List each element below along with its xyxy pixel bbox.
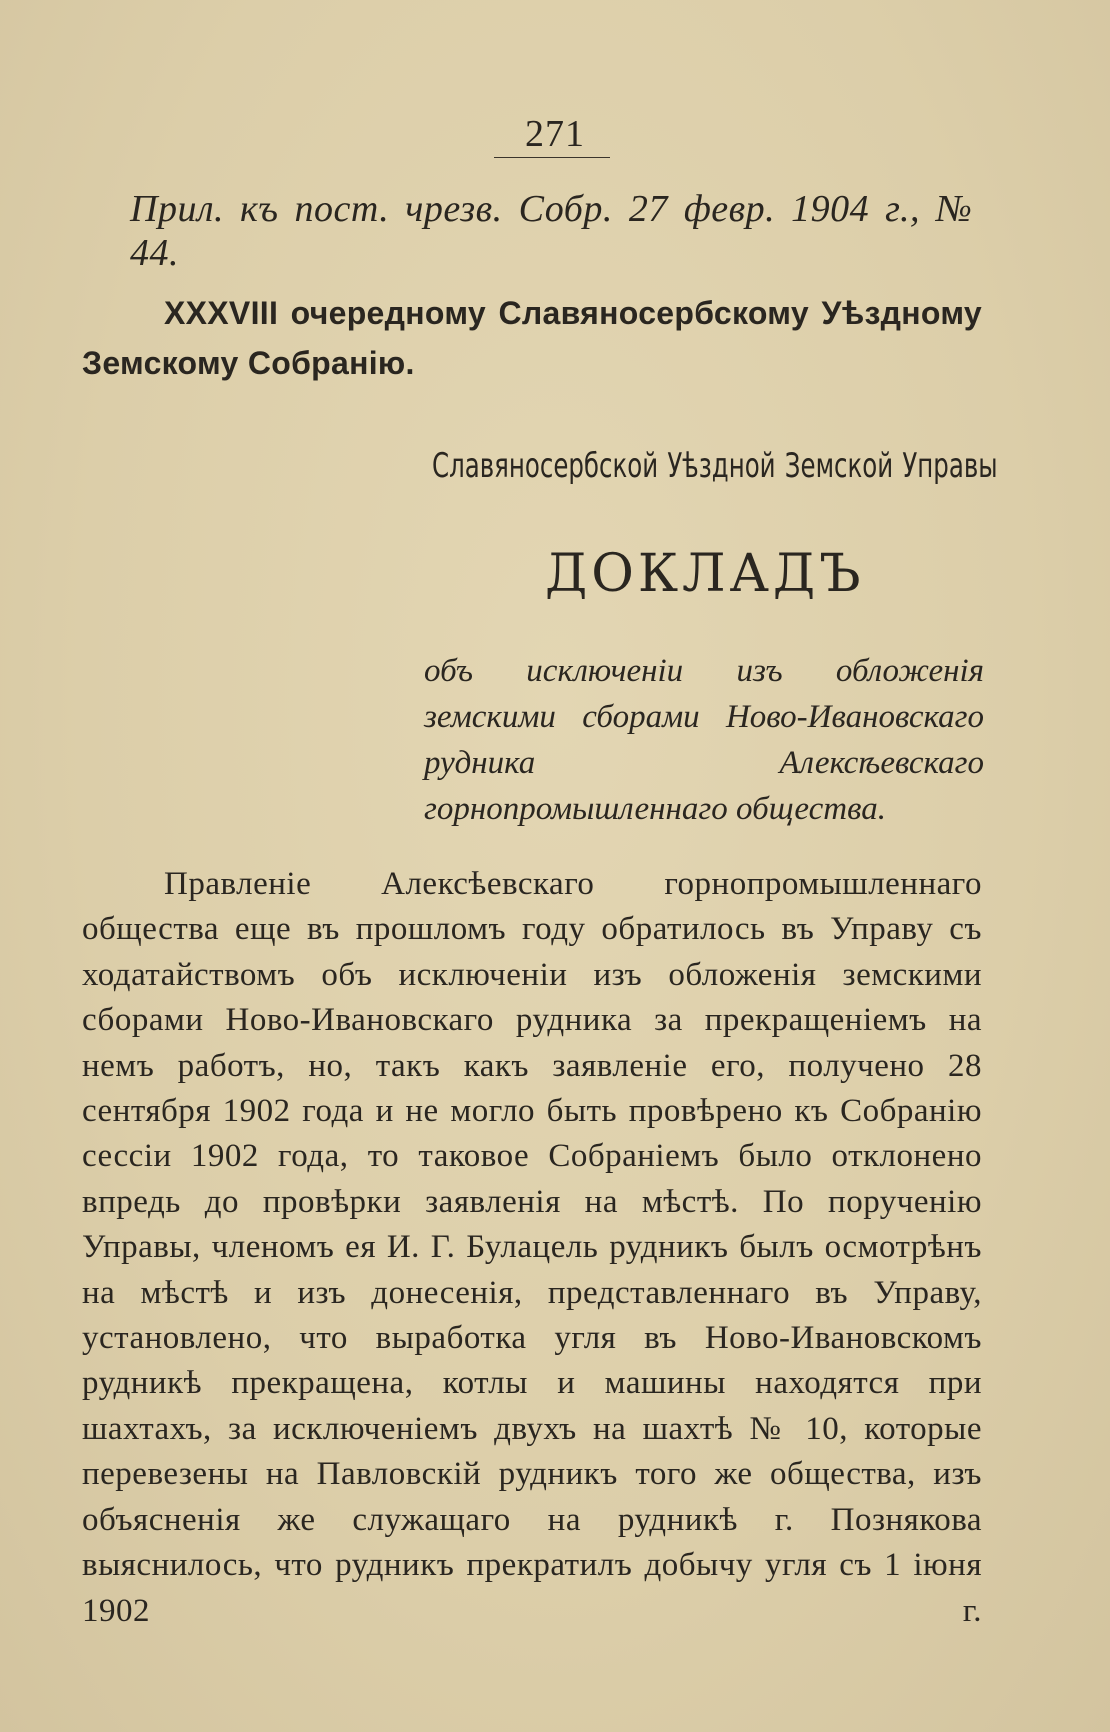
document-subtitle: объ исключеніи изъ обложенія земскими сборами Ново-Ивановскаго рудника Алексѣевскаго горнопромышленнаго общества.	[424, 653, 984, 827]
page-number: 271	[525, 113, 585, 155]
body-paragraph-text: Правленіе Алексѣевскаго горнопромышленнаго общества еще въ прошломъ году обратилось въ Управу съ ходатайствомъ объ исключеніи изъ обложенія земскими сборами Ново-Ивановскаго рудника за прекращеніемъ на немъ работъ, но, такъ какъ заявленіе его, получено 28 сентября 1902 года и не могло быть провѣрено къ Собранію сессіи 1902 года, то таковое Собраніемъ было отклонено впредь до провѣрки заявленія на мѣстѣ. По порученію Управы, членомъ ея И. Г. Булацель рудникъ былъ осмотрѣнъ на мѣстѣ и изъ донесенія, представленнаго въ Управу, установлено, что выработка угля въ Ново-Ивановскомъ рудникѣ прекращена, котлы и машины находятся при шахтахъ, за исключеніемъ двухъ на шахтѣ № 10, которые перевезены на Павловскій рудникъ того же общества, изъ объясненія же служащаго на рудникѣ г. Познякова выяснилось, что рудникъ прекратилъ добычу угля съ 1 іюня 1902 г.	[82, 866, 982, 1629]
appendix-reference: Прил. къ пост. чрезв. Собр. 27 февр. 1904 г., № 44.	[130, 188, 973, 274]
page-number-rule	[494, 157, 610, 158]
document-title: ДОКЛАДЪ	[545, 544, 865, 604]
addressee-text: XXXVIII очередному Славяносербскому Уѣздному Земскому Собранію.	[82, 295, 982, 381]
bleed-through-text	[90, 250, 98, 287]
body-paragraph	[82, 862, 982, 1634]
issuer-heading: Славяносербской Уѣздной Земской Управы	[432, 446, 998, 486]
addressee-heading	[82, 288, 982, 388]
